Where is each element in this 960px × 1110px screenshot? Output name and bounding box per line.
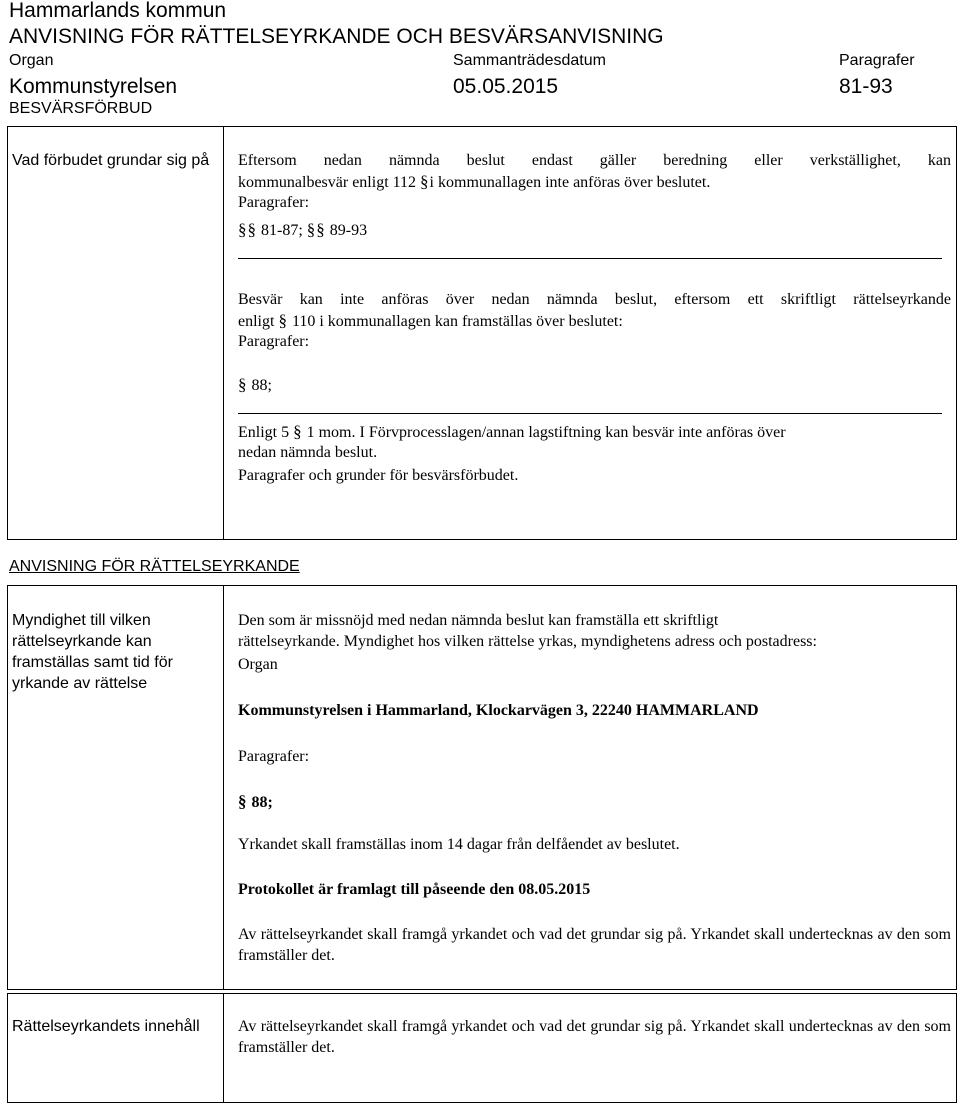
rattelse-deadline: Yrkandet skall framställas inom 14 dagar från delfåendet av beslutet. xyxy=(238,836,680,853)
p1-text-pre: kommunalbesvär enligt 112 xyxy=(238,174,417,191)
p1-refs-b: 89-93 xyxy=(329,222,368,239)
section-symbol: § xyxy=(316,220,323,239)
besvarsforbud-p3-line1 xyxy=(238,421,786,443)
rattelse-paragrafer-label: Paragrafer: xyxy=(238,748,310,765)
organ-value: Kommunstyrelsen xyxy=(9,75,178,98)
rattelse-heading: ANVISNING FÖR RÄTTELSEYRKANDE xyxy=(9,558,300,575)
section-symbol: § xyxy=(420,172,427,191)
rattelse-divider xyxy=(223,585,224,990)
besvarsforbud-p2-paragrafer: Paragrafer: xyxy=(238,333,310,350)
section-symbol: § xyxy=(238,375,245,394)
rattelse-protocol-date: Protokollet är framlagt till påseende den 08.05.2015 xyxy=(238,881,591,898)
besvarsforbud-p3-line3: Paragrafer och grunder för besvärsförbudet. xyxy=(238,467,519,484)
rattelse-left-label: Myndighet till vilken rättelseyrkande kan framställas samt tid för yrkande av rättelse xyxy=(12,612,173,692)
rattelse-address: Kommunstyrelsen i Hammarland, Klockarvägen 3, 22240 HAMMARLAND xyxy=(238,702,759,719)
besvarsforbud-p2-refs xyxy=(238,374,272,396)
besvarsforbud-left-label: Vad förbudet grundar sig på xyxy=(12,152,210,169)
besvarsforbud-p1-line2 xyxy=(238,171,710,193)
separator-line-2 xyxy=(238,413,942,414)
section-symbol: § xyxy=(306,220,314,239)
rattelse-content-text: Av rättelseyrkandet skall framgå yrkandet och vad det grundar sig på. Yrkandet skall undertecknas av den som framställer det. xyxy=(238,926,951,964)
besvarsforbud-p2-line2 xyxy=(238,310,623,332)
paragraphs-column-label: Paragrafer xyxy=(839,52,915,69)
rattelse-refs xyxy=(238,791,273,813)
p1-refs-a: 81-87; xyxy=(261,222,303,239)
section-symbol: § xyxy=(293,422,300,441)
section-symbol: § xyxy=(238,792,245,811)
section-label-besvarsforbud: BESVÄRSFÖRBUD xyxy=(9,100,153,117)
rattelse-line1: Den som är missnöjd med nedan nämnda beslut kan framställa ett skriftligt xyxy=(238,612,719,629)
innehall-left-label: Rättelseyrkandets innehåll xyxy=(12,1018,200,1035)
innehall-content-text: Av rättelseyrkandet skall framgå yrkandet och vad det grundar sig på. Yrkandet skall undertecknas av den som framställer det. xyxy=(238,1018,951,1056)
besvarsforbud-p2-line1: Besvär kan inte anföras över nedan nämnda beslut, eftersom ett skriftligt rättelseyrkande xyxy=(238,291,951,308)
rattelse-refs-text: 88; xyxy=(251,794,273,811)
besvarsforbud-p1-refs xyxy=(238,219,367,241)
meeting-date-value: 05.05.2015 xyxy=(453,75,559,98)
p2-refs: 88; xyxy=(251,377,272,394)
innehall-divider xyxy=(223,993,224,1103)
rattelse-organ-label: Organ xyxy=(238,656,278,673)
paragraphs-value: 81-93 xyxy=(839,75,893,98)
section-symbol: § xyxy=(278,311,285,330)
rattelse-line2: rättelseyrkande. Myndighet hos vilken rättelse yrkas, myndighetens adress och postadress: xyxy=(238,633,817,650)
document-title: ANVISNING FÖR RÄTTELSEYRKANDE OCH BESVÄRSANVISNING xyxy=(9,25,664,48)
besvarsforbud-p1-paragrafer: Paragrafer: xyxy=(238,194,310,211)
p2-text-pre: enligt xyxy=(238,313,275,330)
date-column-label: Sammanträdesdatum xyxy=(453,52,606,69)
p1-text-post: i kommunallagen inte anföras över beslutet. xyxy=(429,174,711,191)
organ-column-label: Organ xyxy=(9,52,54,69)
p2-text-post: 110 i kommunallagen kan framställas över beslutet: xyxy=(291,313,623,330)
separator-line-1 xyxy=(238,258,942,259)
besvarsforbud-p1-line1: Eftersom nedan nämnda beslut endast gäller beredning eller verkställighet, kan xyxy=(238,152,951,169)
municipality-name: Hammarlands kommun xyxy=(9,0,227,22)
besvarsforbud-divider xyxy=(223,126,224,540)
p3-text-pre: Enligt 5 xyxy=(238,424,290,441)
p3-text-post: 1 mom. I Förvprocesslagen/annan lagstiftning kan besvär inte anföras över xyxy=(306,424,786,441)
besvarsforbud-p3-line2: nedan nämnda beslut. xyxy=(238,444,378,461)
section-symbol: § xyxy=(238,220,245,239)
section-symbol: § xyxy=(247,220,254,239)
